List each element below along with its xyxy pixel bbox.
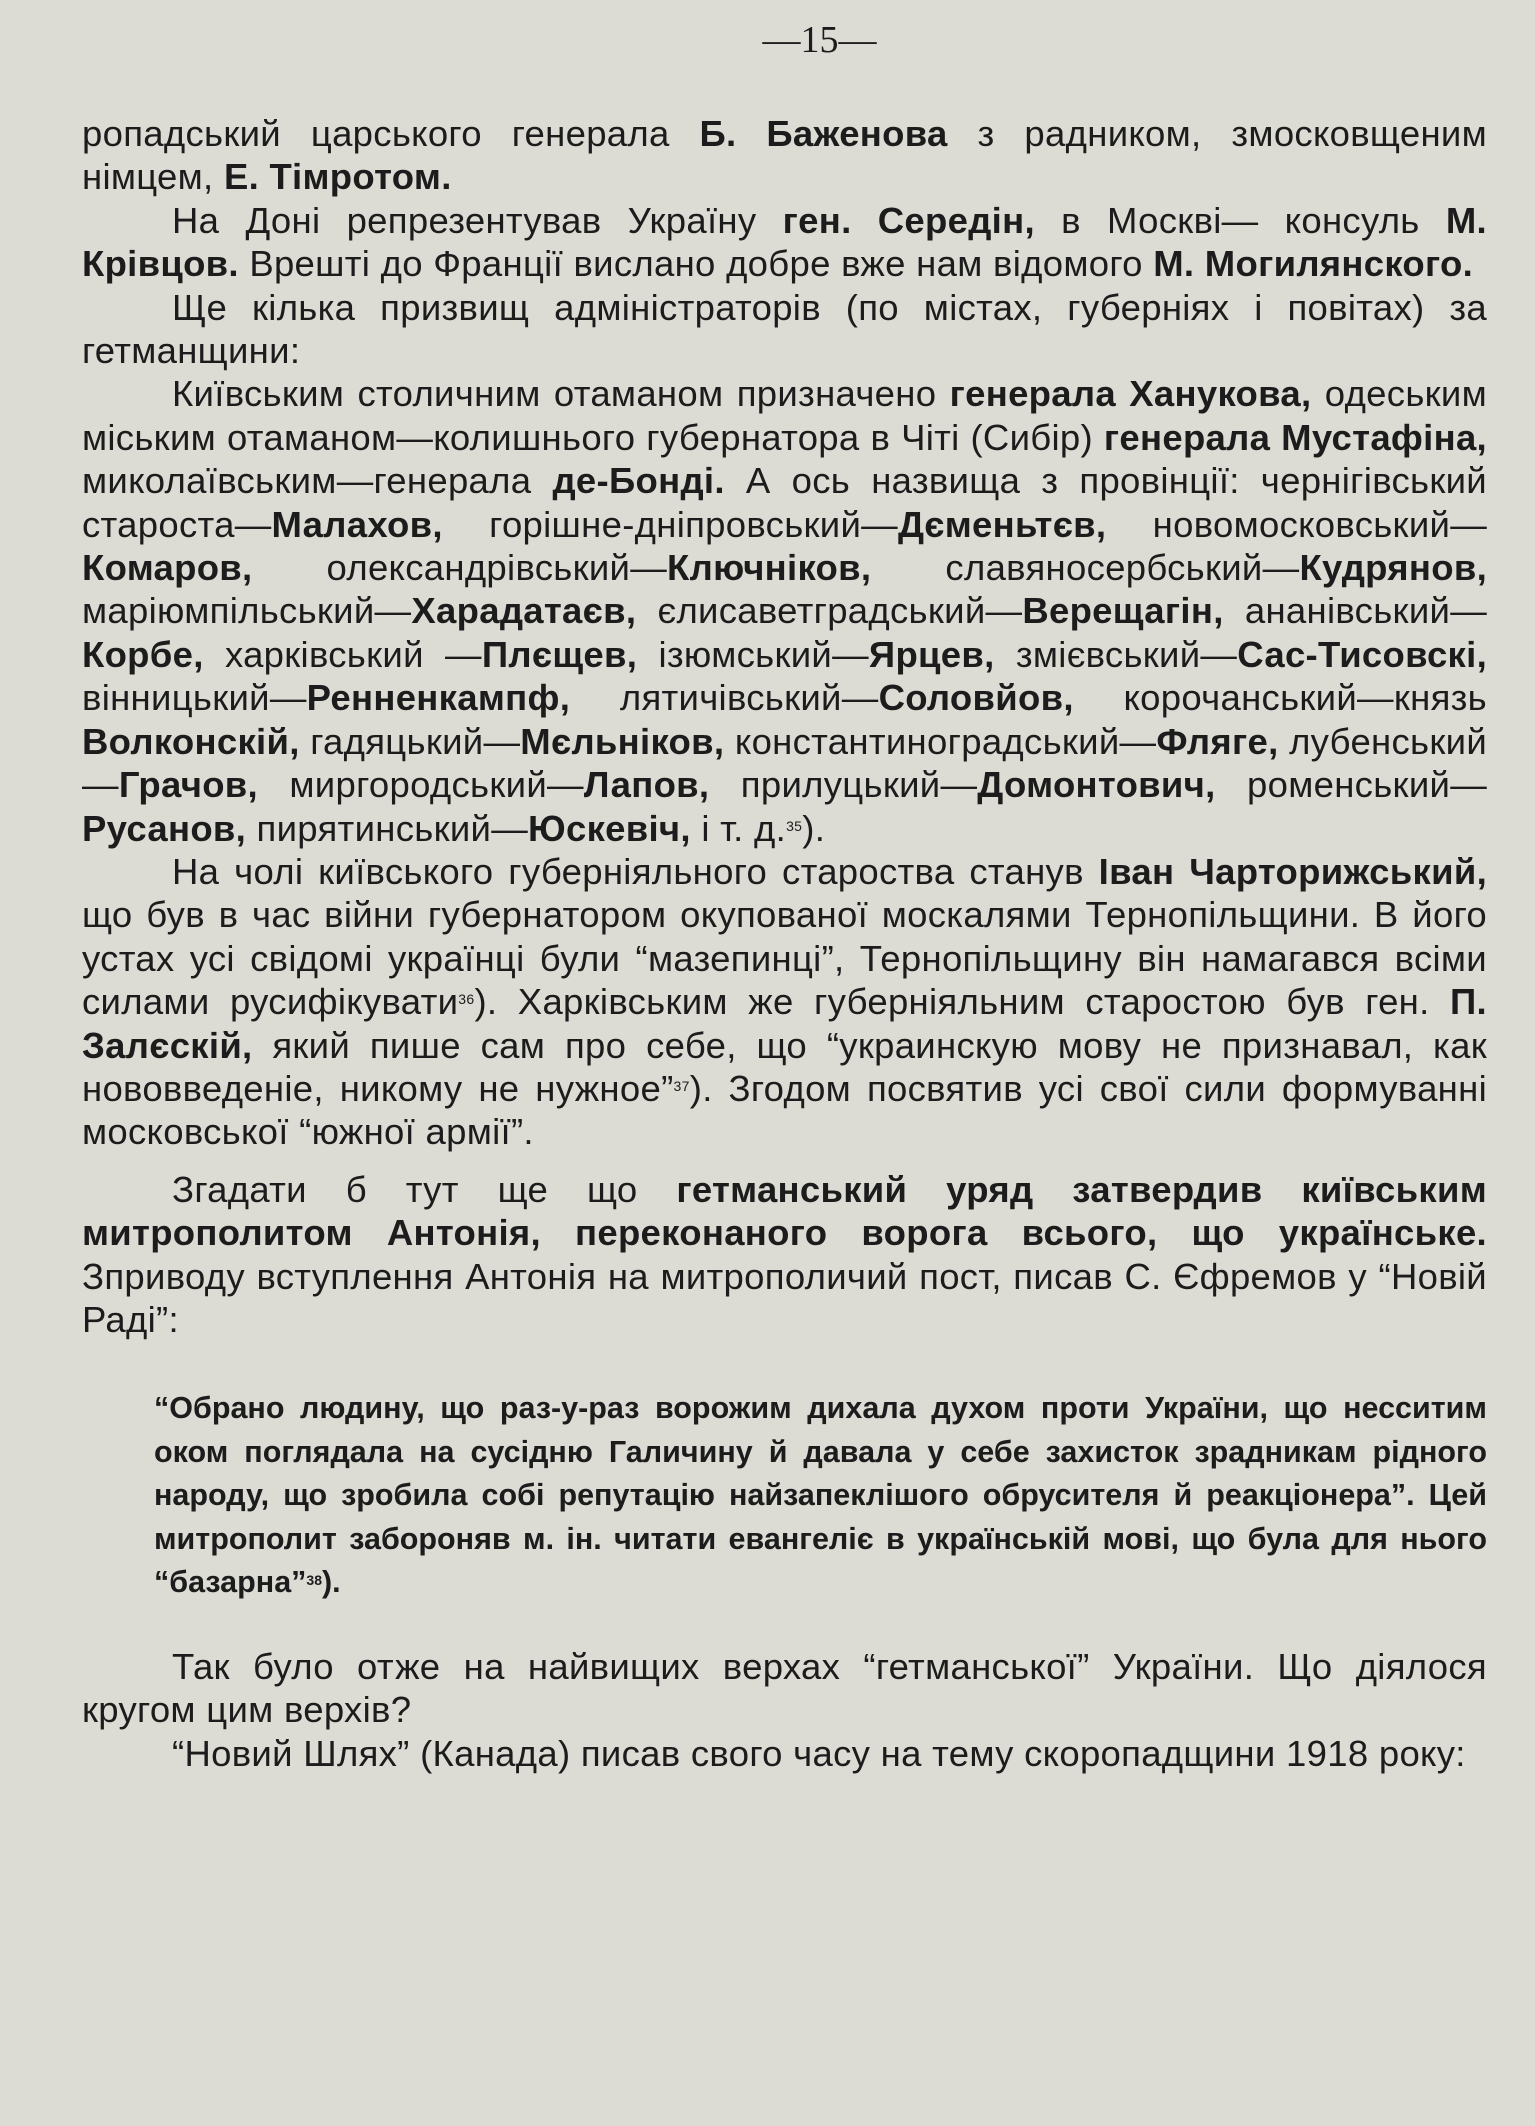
paragraph-4: [82, 372, 1487, 849]
text-run: корочанський—князь: [1073, 677, 1487, 719]
text-run: ропадський царського генерала: [82, 113, 700, 154]
text-run: одеським міським отаманом—колишнього губернатора в Чіті (Сибір): [82, 373, 1487, 458]
footnote-ref: 37: [673, 1077, 690, 1094]
footnote-ref: 35: [786, 817, 803, 834]
text-run: який пише сам про себе, що “украинскую мову не признавал, как нововведеніе, никому не нужное”: [82, 1024, 1487, 1109]
text-run: маріюмпільський—: [82, 590, 412, 632]
text-run: миколаївським—генерала: [82, 460, 553, 502]
text-run: Згадати б тут ще що: [172, 1168, 677, 1210]
text-run: змієвський—: [994, 633, 1238, 675]
bold-name: Дєменьтєв,: [897, 503, 1107, 545]
text-run: пирятинський—: [246, 807, 529, 849]
bold-name: де-Бонді.: [552, 460, 725, 502]
bold-name: Е. Тімротом.: [223, 156, 452, 198]
text-run: лубенський—: [82, 720, 1488, 806]
text-run: миргородський—: [257, 764, 584, 806]
page-number: —15—: [762, 19, 877, 61]
paragraph-8: [82, 1732, 1487, 1775]
footnote-ref: 36: [458, 991, 475, 1008]
text-run: ізюмський—: [637, 633, 869, 675]
bold-name: Комаров,: [82, 547, 253, 589]
text-run: єлисаветградський—: [636, 590, 1023, 632]
text-run: ). Згодом посвятив усі свої сили формуванні московської “южної армії”.: [82, 1067, 1488, 1153]
text-run: ).: [802, 807, 826, 849]
bold-name: Плєщев,: [481, 633, 638, 675]
text-run: Ще кілька призвищ адміністраторів (по містах, губерніях і повітах) за гетманщини:: [82, 286, 1487, 372]
text-run: з радником, змосковщеним німцем,: [82, 113, 1487, 198]
bold-name: Грачов,: [118, 764, 258, 806]
bold-name: Лапов,: [583, 764, 710, 806]
bold-name: генерала Ханукова,: [949, 373, 1312, 415]
bold-name: Іван Чарторижський,: [1098, 850, 1488, 892]
bold-name: Ключніков,: [667, 547, 872, 589]
paragraph-2: [82, 199, 1487, 286]
text-run: константиноградський—: [724, 720, 1157, 762]
bold-name: Юскевіч,: [528, 807, 691, 849]
bold-phrase: гетманський уряд затвердив київським митрополитом Антонія, переконаного ворога всього, що українське.: [82, 1168, 1487, 1254]
bold-name: Фляге,: [1156, 720, 1279, 762]
text-run: На Доні репрезентував Україну: [172, 199, 783, 241]
text-run: олександрівський—: [252, 547, 668, 589]
body-text: [82, 112, 1487, 1341]
text-run: роменський—: [1215, 764, 1487, 806]
bold-name: Верещагін,: [1022, 590, 1224, 632]
text-run: ананівський—: [1223, 590, 1487, 632]
paragraph-3: [82, 286, 1487, 373]
text-run: “Новий Шлях” (Канада) писав свого часу на тему скоропадщини 1918 року:: [172, 1732, 1466, 1774]
quote-text: [154, 1387, 1487, 1605]
text-run: Так було отже на найвищих верхах “гетманської” України. Що діялося кругом цим верхів?: [82, 1645, 1487, 1731]
text-run: вінницький—: [82, 677, 307, 719]
text-run: харківський —: [203, 633, 482, 675]
text-run: ).: [322, 1565, 341, 1600]
bold-name: П. Залєскій,: [82, 981, 1487, 1066]
paragraph-6: [82, 1168, 1487, 1342]
bold-name: Домонтович,: [977, 764, 1216, 806]
block-quote: [154, 1387, 1487, 1605]
bold-name: Ярцев,: [868, 633, 995, 675]
bold-name: М. Могилянского.: [1153, 243, 1474, 285]
bold-name: Кудрянов,: [1299, 547, 1488, 589]
bold-name: Малахов,: [271, 503, 443, 545]
text-run: славяносербський—: [871, 547, 1300, 589]
text-run: новомосковський—: [1106, 503, 1488, 545]
paragraph-5: [82, 850, 1487, 1154]
bold-name: Соловйов,: [878, 677, 1074, 719]
bold-name: Корбе,: [82, 633, 204, 675]
text-run: ). Харківським же губерніяльним старостою був ген.: [474, 981, 1451, 1023]
text-run: що був в час війни губернатором окупованої москалями Тернопільщини. В його устах усі свідомі українці були “мазепинці”, Тернопільщину він намагався всіми силами русифікувати: [82, 894, 1487, 1023]
text-run: лятичівський—: [570, 677, 879, 719]
text-run: Врешті до Франції вислано добре вже нам відомого: [238, 243, 1154, 285]
bold-name: ген. Середін,: [782, 199, 1035, 241]
text-run: і т. д.: [690, 807, 787, 849]
bold-name: Харадатаєв,: [411, 590, 637, 632]
bold-name: генерала Мустафіна,: [1103, 416, 1487, 458]
bold-name: Сас-Тисовскі,: [1237, 633, 1488, 675]
text-run: гадяцький—: [299, 720, 521, 762]
text-run: горішне-дніпровський—: [442, 503, 898, 545]
bold-name: М. Крівцов.: [82, 199, 1487, 285]
paragraph-1: [82, 112, 1487, 199]
text-run: А ось назвища з провінції: чернігівський староста—: [82, 460, 1487, 545]
body-text-end: [82, 1645, 1487, 1775]
paragraph-7: [82, 1645, 1487, 1732]
bold-name: Русанов,: [82, 807, 247, 849]
text-run: прилуцький—: [709, 764, 978, 806]
text-run: Київським столичним отаманом призначено: [172, 373, 950, 415]
text-run: в Москві— консуль: [1034, 199, 1446, 241]
text-run: Зприводу вступлення Антонія на митрополичий пост, писав С. Єфремов у “Новій Раді”:: [82, 1255, 1487, 1340]
text-run: На чолі київського губерніяльного староства станув: [172, 850, 1099, 892]
bold-name: Б. Баженова: [699, 113, 948, 154]
text-run: “Обрано людину, що раз-у-раз ворожим дихала духом проти України, що несситим оком поглядала на сусідню Галичину й давала у себе захисток зрадникам рідного народу, що зробила собі репутацію найзапеклішого обрусителя й реакціонера”. Цей митрополит забороняв м. ін. читати евангеліє в українській мові, що була для нього “базарна”: [154, 1391, 1487, 1600]
bold-name: Волконскій,: [82, 720, 300, 762]
footnote-ref: 38: [306, 1572, 322, 1589]
bold-name: Мєльніков,: [520, 720, 725, 762]
bold-name: Ренненкампф,: [306, 677, 571, 719]
